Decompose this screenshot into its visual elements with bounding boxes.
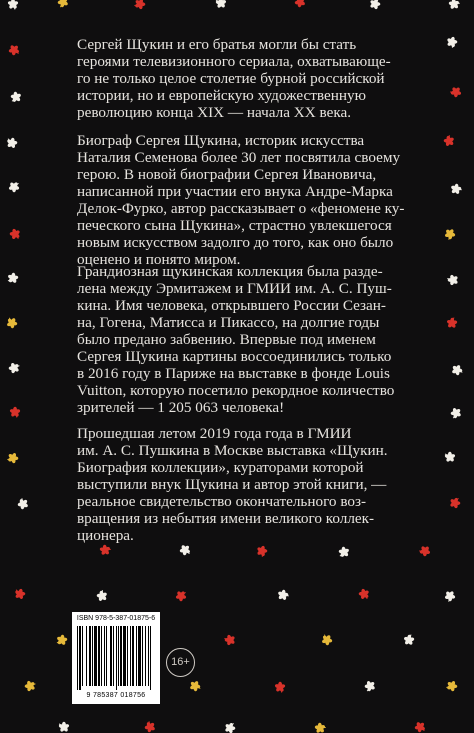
flower-icon xyxy=(24,680,36,692)
text-line: в 2016 году в Париже на выставке в фонде Louis xyxy=(77,365,390,382)
flower-icon xyxy=(9,228,21,240)
text-line: лена между Эрмитажем и ГМИИ им. А. С. Пуш- xyxy=(77,280,392,297)
flower-icon xyxy=(10,91,22,103)
flower-icon xyxy=(224,722,236,733)
barcode-number: 9 785387 018756 xyxy=(86,692,146,699)
paragraph-3 xyxy=(77,263,409,416)
flower-icon xyxy=(7,452,19,464)
flower-icon xyxy=(444,451,456,463)
flower-icon xyxy=(277,589,289,601)
flower-icon xyxy=(8,362,20,374)
flower-icon xyxy=(446,36,458,48)
text-line: Наталия Семенова более 30 лет посвятила своему xyxy=(77,149,401,166)
text-line: героями телевизионного сериала, охватывающе- xyxy=(77,53,391,70)
flower-icon xyxy=(450,183,462,195)
text-line: Биография коллекции», кураторами которой xyxy=(77,459,364,476)
text-line: оценено и понято миром. xyxy=(77,251,241,268)
barcode-icon xyxy=(77,626,155,690)
text-line: печеского сына Щукина», страстно увлекшегося xyxy=(77,217,392,234)
text-line: выступили внук Щукина и автор этой книги, — xyxy=(77,476,387,493)
flower-icon xyxy=(6,317,18,329)
flower-icon xyxy=(14,588,26,600)
text-line: ционера. xyxy=(77,527,134,544)
flower-icon xyxy=(134,0,146,10)
flower-icon xyxy=(215,0,227,9)
flower-icon xyxy=(57,0,69,8)
flower-icon xyxy=(17,498,29,510)
text-line: Грандиозная щукинская коллекция была разде- xyxy=(77,263,383,280)
text-line: Биограф Сергея Щукина, историк искусства xyxy=(77,132,365,149)
text-line: Сергея Щукина картины воссоединились только xyxy=(77,348,392,365)
isbn-label: ISBN 978-5-387-01875-6 xyxy=(76,615,156,622)
flower-icon xyxy=(321,634,333,646)
flower-icon xyxy=(419,545,431,557)
text-line: было предано забвению. Впервые под именем xyxy=(77,331,376,348)
flower-icon xyxy=(8,44,20,56)
flower-icon xyxy=(358,588,370,600)
flower-icon xyxy=(444,228,456,240)
text-line: го не только целое столетие бурной российской xyxy=(77,70,385,87)
text-line: кина. Имя человека, открывшего России Сезан- xyxy=(77,297,386,314)
text-line: Vuitton, которую посетило рекордное количество xyxy=(77,382,395,399)
text-line: Сергей Щукин и его братья могли бы стать xyxy=(77,36,357,53)
text-line: герою. В новой биографии Сергея Ивановича, xyxy=(77,166,377,183)
paragraph-1 xyxy=(77,36,409,121)
flower-icon xyxy=(256,545,268,557)
flower-icon xyxy=(8,181,20,193)
flower-icon xyxy=(369,0,381,10)
flower-icon xyxy=(447,274,459,286)
text-line: на, Гогена, Матисса и Пикассо, на долгие годы xyxy=(77,314,380,331)
flower-icon xyxy=(403,634,415,646)
isbn-barcode xyxy=(72,612,160,704)
flower-icon xyxy=(7,0,19,10)
text-line: новым искусством задолго до того, как оно было xyxy=(77,234,394,251)
flower-icon xyxy=(450,407,462,419)
text-line: вращения из небытия имени великого коллек- xyxy=(77,510,375,527)
flower-icon xyxy=(7,272,19,284)
text-line: истории, но и европейскую художественную xyxy=(77,87,366,104)
flower-icon xyxy=(144,721,156,733)
flower-icon xyxy=(450,86,462,98)
flower-icon xyxy=(449,497,461,509)
flower-icon xyxy=(414,721,426,733)
flower-icon xyxy=(224,634,236,646)
flower-icon xyxy=(96,590,108,602)
flower-icon xyxy=(9,406,21,418)
flower-icon xyxy=(58,721,70,733)
text-line: реальное свидетельство окончательного воз- xyxy=(77,493,367,510)
paragraph-4 xyxy=(77,425,409,544)
flower-icon xyxy=(294,0,306,8)
text-line: Делок-Фурко, автор рассказывает о «феномене ку- xyxy=(77,200,405,217)
text-line: Прошедшая летом 2019 года года в ГМИИ xyxy=(77,425,352,442)
flower-icon xyxy=(451,364,463,376)
paragraph-2 xyxy=(77,132,409,268)
flower-icon xyxy=(314,722,326,733)
age-rating-badge: 16+ xyxy=(166,648,195,677)
flower-icon xyxy=(444,590,456,602)
flower-icon xyxy=(56,634,68,646)
flower-icon xyxy=(99,544,111,556)
text-line: зрителей — 1 205 063 человека! xyxy=(77,399,285,416)
flower-icon xyxy=(189,680,201,692)
text-line: им. А. С. Пушкина в Москве выставка «Щукин. xyxy=(77,442,388,459)
flower-icon xyxy=(6,137,18,149)
flower-icon xyxy=(338,546,350,558)
flower-icon xyxy=(446,680,458,692)
text-line: написанной при участии его внука Андре-Марка xyxy=(77,183,393,200)
flower-icon xyxy=(175,590,187,602)
flower-icon xyxy=(448,0,460,10)
flower-icon xyxy=(446,317,458,329)
flower-icon xyxy=(443,135,455,147)
text-line: революцию конца XIX — начала XX века. xyxy=(77,104,352,121)
flower-icon xyxy=(274,681,286,693)
flower-icon xyxy=(364,680,376,692)
flower-icon xyxy=(179,544,191,556)
